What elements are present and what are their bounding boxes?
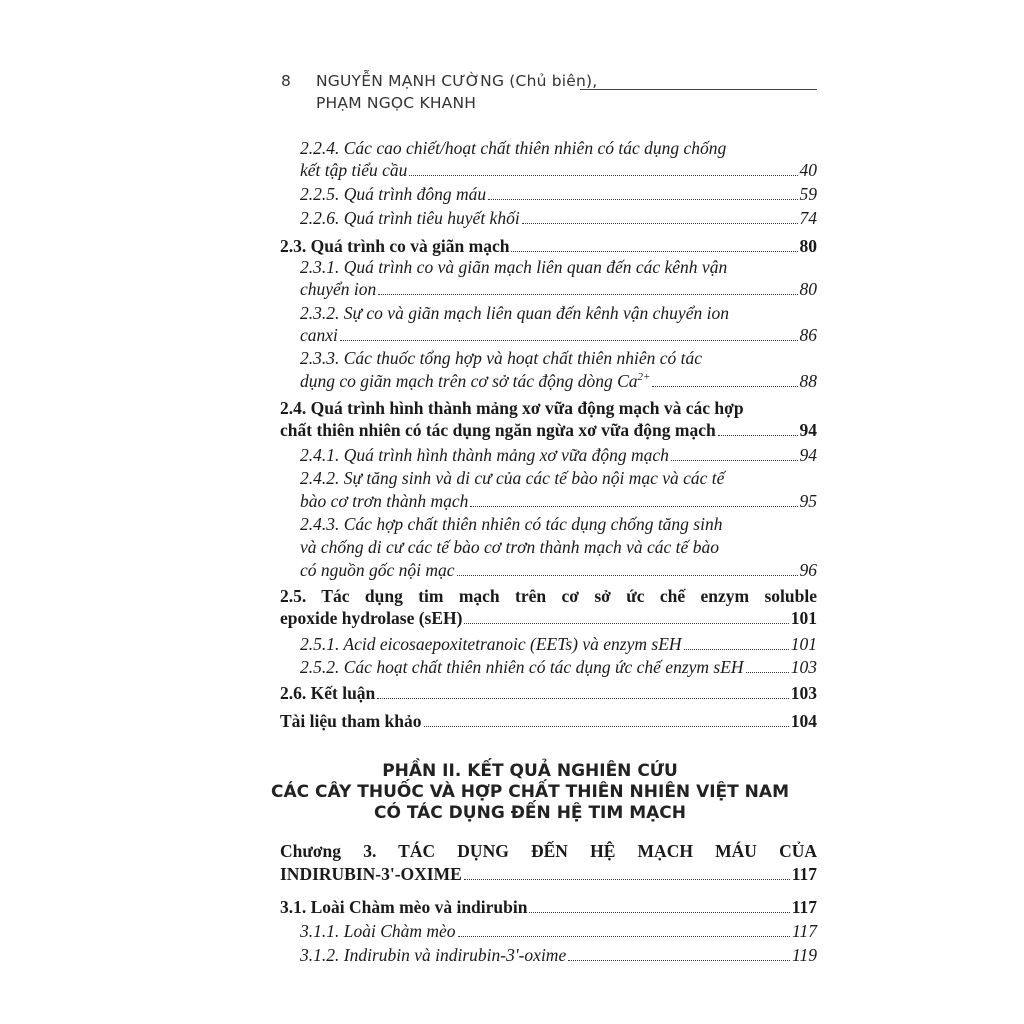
dot-leader xyxy=(652,386,797,387)
dot-leader xyxy=(671,460,798,461)
dot-leader xyxy=(522,223,798,224)
toc-page-number: 104 xyxy=(790,711,817,731)
toc-entry-2-3-1-line1: 2.3.1. Quá trình co và giãn mạch liên quan đến các kênh vận xyxy=(300,257,728,277)
toc-entry-label: 2.4.1. Quá trình hình thành mảng xơ vữa động mạch xyxy=(300,445,669,465)
toc-entry-label: chuyển ion xyxy=(300,279,377,299)
dot-leader xyxy=(568,960,790,961)
toc-entry-2-4-3-line1: 2.4.3. Các hợp chất thiên nhiên có tác dụng chống tăng sinh xyxy=(300,514,723,534)
toc-entry-2-4-3-line2: và chống di cư các tế bào cơ trơn thành mạch và các tế bào xyxy=(300,537,719,557)
dot-leader xyxy=(684,649,789,650)
part-heading-line2: CÁC CÂY THUỐC VÀ HỢP CHẤT THIÊN NHIÊN VIỆT NAM xyxy=(270,782,789,802)
dot-leader xyxy=(488,199,797,200)
dot-leader xyxy=(424,726,789,727)
dot-leader xyxy=(464,623,788,624)
toc-section-3-1 xyxy=(280,897,817,918)
toc-page-number: 94 xyxy=(799,420,817,440)
toc-section-label: 2.6. Kết luận xyxy=(280,683,376,703)
toc-entry-label: canxi xyxy=(300,325,338,345)
toc-section-2-4-line1: 2.4. Quá trình hình thành mảng xơ vữa động mạch và các hợp xyxy=(280,398,744,418)
toc-entry-label: 2.2.5. Quá trình đông máu xyxy=(300,184,487,204)
toc-entry-label: bào cơ trơn thành mạch xyxy=(300,491,469,511)
chapter-title-line1: Chương 3. TÁC DỤNG ĐẾN HỆ MẠCH MÁU CỦA xyxy=(280,841,817,861)
toc-entry-3-1-2 xyxy=(300,945,817,966)
toc-entry-2-2-4 xyxy=(300,160,817,181)
toc-entry-label: có nguồn gốc nội mạc xyxy=(300,560,455,580)
toc-chapter-3 xyxy=(280,864,817,885)
toc-chapter-label: INDIRUBIN-3'-OXIME xyxy=(280,864,462,884)
toc-entry-2-2-5 xyxy=(300,184,817,205)
toc-entry-2-3-3-line1: 2.3.3. Các thuốc tổng hợp và hoạt chất thiên nhiên có tác xyxy=(300,348,703,368)
toc-entry-2-5-2 xyxy=(300,657,817,678)
toc-page-number: 88 xyxy=(799,371,817,391)
dot-leader xyxy=(529,912,789,913)
toc-entry-label: 3.1.1. Loài Chàm mèo xyxy=(300,921,456,941)
toc-page-number: 94 xyxy=(799,445,817,465)
toc-page-number: 86 xyxy=(799,325,817,345)
toc-section-label: 3.1. Loài Chàm mèo và indirubin xyxy=(280,897,528,917)
toc-page-number: 40 xyxy=(799,160,817,180)
toc-page-number: 119 xyxy=(792,945,817,965)
toc-entry-label: 2.2.6. Quá trình tiêu huyết khối xyxy=(300,208,520,228)
dot-leader xyxy=(464,879,790,880)
toc-section-label: 2.3. Quá trình co và giãn mạch xyxy=(280,236,510,256)
toc-page-number: 101 xyxy=(790,608,817,628)
toc-page-number: 117 xyxy=(792,921,817,941)
toc-page-number: 117 xyxy=(791,897,817,917)
toc-entry-2-4-3 xyxy=(300,560,817,581)
toc-entry-2-3-2-line1: 2.3.2. Sự co và giãn mạch liên quan đến kênh vận chuyển ion xyxy=(300,303,729,323)
toc-entry-label: 2.5.2. Các hoạt chất thiên nhiên có tác dụng ức chế enzym sEH xyxy=(300,657,744,677)
dot-leader xyxy=(457,575,798,576)
toc-entry-2-5-1 xyxy=(300,634,817,655)
toc-entry-label: 2.5.1. Acid eicosaepoxitetranoic (EETs) và enzym sEH xyxy=(300,634,682,654)
header-authors-line1: NGUYỄN MẠNH CƯỜNG (Chủ biên), xyxy=(316,72,598,90)
toc-entry-2-3-1 xyxy=(300,279,817,300)
toc-entry-2-3-2 xyxy=(300,325,817,346)
toc-section-2-3 xyxy=(280,236,817,257)
toc-section-label: chất thiên nhiên có tác dụng ngăn ngừa xơ vữa động mạch xyxy=(280,420,716,440)
header-rule xyxy=(580,89,817,90)
toc-section-2-5-line1: 2.5. Tác dụng tim mạch trên cơ sở ức chế enzym soluble xyxy=(280,586,817,606)
toc-page-number: 74 xyxy=(799,208,817,228)
toc-entry-label: 3.1.2. Indirubin và indirubin-3'-oxime xyxy=(300,945,567,965)
toc-page-number: 117 xyxy=(791,864,817,884)
toc-page-number: 103 xyxy=(790,657,817,677)
toc-entry-2-3-3 xyxy=(300,371,817,392)
dot-leader xyxy=(511,251,797,252)
toc-section-2-5 xyxy=(280,608,817,629)
dot-leader xyxy=(409,175,797,176)
toc-page-number: 101 xyxy=(790,634,817,654)
toc-section-2-4 xyxy=(280,420,817,441)
toc-entry-2-4-2-line1: 2.4.2. Sự tăng sinh và di cư của các tế bào nội mạc và các tế xyxy=(300,468,725,488)
toc-entry-text: dụng co giãn mạch trên cơ sở tác động dòng Ca xyxy=(300,371,638,391)
header-authors-line2: PHẠM NGỌC KHANH xyxy=(316,94,477,112)
toc-page-number: 59 xyxy=(799,184,817,204)
toc-page-number: 80 xyxy=(799,279,817,299)
toc-page-number: 103 xyxy=(790,683,817,703)
toc-entry-3-1-1 xyxy=(300,921,817,942)
dot-leader xyxy=(458,936,790,937)
toc-references xyxy=(280,711,817,732)
dot-leader xyxy=(378,294,797,295)
toc-entry-2-2-6 xyxy=(300,208,817,229)
dot-leader xyxy=(746,672,789,673)
toc-entry-2-2-4-line1: 2.2.4. Các cao chiết/hoạt chất thiên nhiên có tác dụng chống xyxy=(300,138,727,158)
dot-leader xyxy=(718,435,798,436)
toc-page-number: 95 xyxy=(799,491,817,511)
toc-page-number: 96 xyxy=(799,560,817,580)
toc-section-2-6 xyxy=(280,683,817,704)
toc-section-label: Tài liệu tham khảo xyxy=(280,711,422,731)
toc-section-label: epoxide hydrolase (sEH) xyxy=(280,608,463,628)
dot-leader xyxy=(470,506,797,507)
part-heading-line1: PHẦN II. KẾT QUẢ NGHIÊN CỨU xyxy=(382,761,678,781)
toc-entry-2-4-1 xyxy=(300,445,817,466)
superscript: 2+ xyxy=(637,371,651,384)
toc-entry-2-4-2 xyxy=(300,491,817,512)
toc-page-number: 80 xyxy=(799,236,817,256)
toc-entry-label: kết tập tiểu cầu xyxy=(300,160,408,180)
dot-leader xyxy=(377,698,788,699)
part-heading-line3: CÓ TÁC DỤNG ĐẾN HỆ TIM MẠCH xyxy=(374,803,686,823)
toc-entry-label xyxy=(300,371,650,392)
dot-leader xyxy=(340,340,798,341)
page-number: 8 xyxy=(281,72,292,90)
